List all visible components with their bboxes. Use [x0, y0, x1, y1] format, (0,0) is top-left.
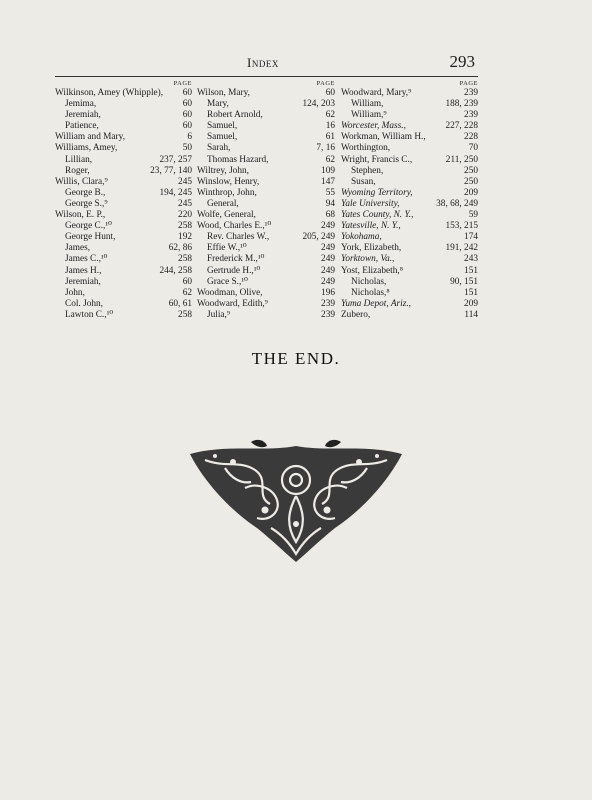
index-entry-name: Yates County, N. Y., [341, 210, 414, 221]
index-entry-pages: 70 [468, 143, 478, 154]
index-entry-pages: 239 [464, 110, 478, 121]
index-entry-name: Yost, Elizabeth,⁸ [341, 265, 403, 276]
index-entry [341, 166, 478, 177]
index-entry-name: Woodman, Olive, [197, 287, 263, 298]
index-entry-pages: 94 [325, 198, 335, 209]
index-entry [197, 88, 335, 99]
index-entry [197, 254, 335, 265]
index-entry-name: Samuel, [207, 132, 238, 143]
index-entry-pages: 62 [325, 110, 335, 121]
index-entry-pages: 227, 228 [445, 121, 478, 132]
index-entry [197, 210, 335, 221]
index-column-2 [197, 79, 335, 321]
index-entry-name: Woodward, Mary,⁹ [341, 88, 412, 98]
index-entry-name: Yatesville, N. Y., [341, 221, 401, 232]
index-entry [55, 266, 192, 277]
index-entry [197, 277, 335, 288]
index-entry-name: Patience, [65, 121, 99, 132]
index-entry-name: Wilkinson, Amey (Whipple), [55, 88, 164, 98]
index-entry-pages: 243 [464, 254, 478, 265]
the-end-heading: THE END. [251, 349, 341, 368]
index-entry-pages: 205, 249 [302, 232, 335, 243]
index-entry-name: Frederick M.,¹⁰ [207, 254, 265, 265]
index-entry-pages: 228 [464, 132, 478, 143]
index-entry-pages: 258 [178, 309, 192, 320]
index-entry-name: John, [65, 287, 85, 298]
index-entry [341, 232, 478, 243]
index-entry-name: William, [351, 99, 384, 110]
index-entry-name: York, Elizabeth, [341, 243, 402, 254]
index-entry [55, 277, 192, 288]
index-entry [341, 243, 478, 254]
index-entry-name: Williams, Amey, [55, 143, 118, 154]
index-entry-name: Julia,⁹ [207, 309, 231, 320]
index-entry-name: Yokohama, [341, 232, 382, 243]
index-entry [55, 310, 192, 321]
index-entry [341, 310, 478, 321]
index-entry-pages: 249 [321, 254, 335, 265]
index-entry-name: Roger, [65, 165, 90, 176]
index-column-3 [341, 79, 478, 321]
index-entry-name: Rev. Charles W., [207, 232, 270, 243]
running-head-title: Index [247, 55, 279, 70]
index-entry-name: Yuma Depot, Ariz., [341, 298, 411, 309]
index-entry-name: William and Mary, [55, 132, 126, 143]
index-entry-pages: 258 [178, 254, 192, 265]
index-entry-name: Mary, [207, 99, 229, 110]
index-entry [55, 132, 192, 143]
index-entry-name: James C.,¹⁰ [65, 254, 108, 265]
index-entry-name: George C.,¹⁰ [65, 221, 112, 232]
index-entry [341, 88, 478, 99]
index-entry-pages: 60 [182, 276, 192, 287]
index-entry-name: Zubero, [341, 309, 371, 320]
index-entry-name: Wilson, Mary, [197, 88, 250, 98]
index-entry [55, 177, 192, 188]
index-entry-pages: 249 [321, 221, 335, 232]
index-entry-pages: 153, 215 [445, 221, 478, 232]
index-entry-pages: 60 [182, 99, 192, 110]
index-entry-pages: 38, 68, 249 [436, 198, 478, 209]
index-entry-name: George B., [65, 187, 106, 198]
index-entry-name: James H., [65, 265, 102, 276]
index-entry [55, 288, 192, 299]
index-entry-name: Thomas Hazard, [207, 154, 269, 165]
index-entry-pages: 250 [464, 176, 478, 187]
index-entry-name: James, [65, 243, 91, 254]
index-entry-pages: 151 [464, 265, 478, 276]
index-entry-pages: 68 [325, 210, 335, 221]
index-entry-name: Wolfe, General, [197, 210, 256, 221]
index-entry [197, 132, 335, 143]
index-entry [197, 232, 335, 243]
index-entry-pages: 23, 77, 140 [150, 165, 192, 176]
index-entry [55, 243, 192, 254]
index-entry-name: Yorktown, Va., [341, 254, 395, 265]
index-entry-pages: 151 [464, 287, 478, 298]
index-entry-name: Wood, Charles E.,¹⁰ [197, 221, 272, 232]
page-number: 293 [449, 52, 475, 71]
index-entry-pages: 7, 16 [316, 143, 335, 154]
index-entry-pages: 6 [187, 132, 192, 143]
index-entry [55, 299, 192, 310]
index-entry-name: Willis, Clara,⁹ [55, 176, 108, 187]
index-entry [341, 121, 478, 132]
index-entry-name: Stephen, [351, 165, 384, 176]
index-entry-pages: 239 [321, 298, 335, 309]
index-entry [197, 99, 335, 110]
index-entry [55, 143, 192, 154]
index-entry-name: Samuel, [207, 121, 238, 132]
index-entry-name: Worthington, [341, 143, 391, 154]
index-entry-pages: 60 [182, 110, 192, 121]
index-entry-pages: 245 [178, 198, 192, 209]
page-column-header: PAGE [459, 80, 478, 87]
index-entry [197, 177, 335, 188]
header-rule [55, 76, 478, 77]
index-entry-pages: 62 [325, 154, 335, 165]
index-entry-pages: 194, 245 [159, 187, 192, 198]
index-entry [341, 221, 478, 232]
index-entry-name: Jeremiah, [65, 110, 101, 121]
index-entry-pages: 249 [321, 265, 335, 276]
index-entry-name: Wiltrey, John, [197, 165, 249, 176]
index-entry [197, 188, 335, 199]
index-entry-name: Effie W.,¹⁰ [207, 243, 247, 254]
index-entry-pages: 250 [464, 165, 478, 176]
index-entry-name: Lillian, [65, 154, 93, 165]
index-entry-name: William,⁹ [351, 110, 387, 121]
index-entry-pages: 90, 151 [450, 276, 478, 287]
index-entry-name: Susan, [351, 176, 376, 187]
index-entry-pages: 55 [325, 187, 335, 198]
index-entry [341, 188, 478, 199]
index-entry-pages: 196 [321, 287, 335, 298]
index-entry [197, 299, 335, 310]
index-entry [55, 121, 192, 132]
index-entry [197, 243, 335, 254]
index-entry-pages: 245 [178, 176, 192, 187]
index-entry [197, 199, 335, 210]
index-entry-pages: 192 [178, 232, 192, 243]
index-entry-name: Lawton C.,¹⁰ [65, 309, 114, 320]
index-entry-pages: 60 [182, 121, 192, 132]
index-entry-pages: 188, 239 [445, 99, 478, 110]
index-entry [55, 110, 192, 121]
index-entry-name: Nicholas,⁸ [351, 287, 390, 298]
index-entry-pages: 62, 86 [168, 243, 192, 254]
index-entry-name: Wyoming Territory, [341, 187, 413, 198]
index-entry [55, 254, 192, 265]
index-entry-name: Gertrude H.,¹⁰ [207, 265, 261, 276]
index-entry [341, 155, 478, 166]
index-entry-pages: 60, 61 [168, 298, 192, 309]
index-entry [341, 266, 478, 277]
index-entry-pages: 174 [464, 232, 478, 243]
index-entry-pages: 237, 257 [159, 154, 192, 165]
index-entry [341, 132, 478, 143]
index-entry-name: George S.,⁹ [65, 198, 108, 209]
index-entry [55, 166, 192, 177]
index-entry [55, 221, 192, 232]
index-entry [341, 299, 478, 310]
index-entry [197, 221, 335, 232]
index-entry-name: Winthrop, John, [197, 187, 257, 198]
index-entry-name: Nicholas, [351, 276, 387, 287]
index-entry [55, 155, 192, 166]
index-entry [197, 166, 335, 177]
index-entry-name: Col. John, [65, 298, 103, 309]
index-entry-pages: 61 [325, 132, 335, 143]
index-entry [55, 99, 192, 110]
index-entry [341, 254, 478, 265]
index-entry-name: Woodward, Edith,⁹ [197, 298, 268, 309]
index-entry-name: Grace S.,¹⁰ [207, 276, 248, 287]
index-entry-name: Jeremiah, [65, 276, 101, 287]
index-entry [341, 199, 478, 210]
index-entry-name: Jemima, [65, 99, 97, 110]
index-entry-pages: 62 [182, 287, 192, 298]
index-entry-pages: 60 [325, 88, 335, 98]
index-entry [55, 188, 192, 199]
index-entry-pages: 50 [182, 143, 192, 154]
index-entry-pages: 59 [468, 210, 478, 221]
index-entry-pages: 114 [464, 309, 478, 320]
index-entry-pages: 220 [178, 210, 192, 221]
index-entry-name: Winslow, Henry, [197, 176, 260, 187]
index-entry [341, 210, 478, 221]
index-entry-pages: 239 [321, 309, 335, 320]
index-entry [197, 143, 335, 154]
index-entry [341, 288, 478, 299]
index-entry-name: Wilson, E. P., [55, 210, 106, 221]
index-entry-pages: 258 [178, 221, 192, 232]
index-entry-pages: 209 [464, 187, 478, 198]
index-entry [55, 88, 192, 99]
index-entry-pages: 109 [321, 165, 335, 176]
index-entry-pages: 249 [321, 243, 335, 254]
index-entry [197, 288, 335, 299]
index-entry-name: Sarah, [207, 143, 231, 154]
index-entry [341, 110, 478, 121]
index-entry-pages: 244, 258 [159, 265, 192, 276]
index-entry-name: George Hunt, [65, 232, 116, 243]
index-entry [197, 121, 335, 132]
index-entry [197, 155, 335, 166]
index-entry-pages: 211, 250 [445, 154, 478, 165]
index-entry-pages: 147 [321, 176, 335, 187]
index-entry-pages: 16 [325, 121, 335, 132]
index-entry-pages: 249 [321, 276, 335, 287]
index-entry [341, 277, 478, 288]
index-entry [55, 232, 192, 243]
index-column-1 [55, 79, 192, 321]
decorative-vignette-icon [185, 438, 407, 568]
page-column-header: PAGE [173, 80, 192, 87]
index-entry [197, 266, 335, 277]
index-entry-pages: 60 [182, 88, 192, 98]
index-entry-name: Wright, Francis C., [341, 154, 413, 165]
index-entry [197, 310, 335, 321]
index-entry [341, 99, 478, 110]
index-entry [341, 143, 478, 154]
index-entry [197, 110, 335, 121]
index-entry-pages: 191, 242 [445, 243, 478, 254]
index-entry [55, 210, 192, 221]
index-entry-pages: 239 [464, 88, 478, 98]
index-entry [55, 199, 192, 210]
page-column-header: PAGE [316, 80, 335, 87]
index-entry-name: Robert Arnold, [207, 110, 263, 121]
index-entry-name: Yale University, [341, 198, 400, 209]
index-entry-pages: 209 [464, 298, 478, 309]
index-entry-name: Worcester, Mass., [341, 121, 406, 132]
index-entry-name: Workman, William H., [341, 132, 426, 143]
index-entry-name: General, [207, 198, 239, 209]
index-entry-pages: 124, 203 [302, 99, 335, 110]
index-entry [341, 177, 478, 188]
